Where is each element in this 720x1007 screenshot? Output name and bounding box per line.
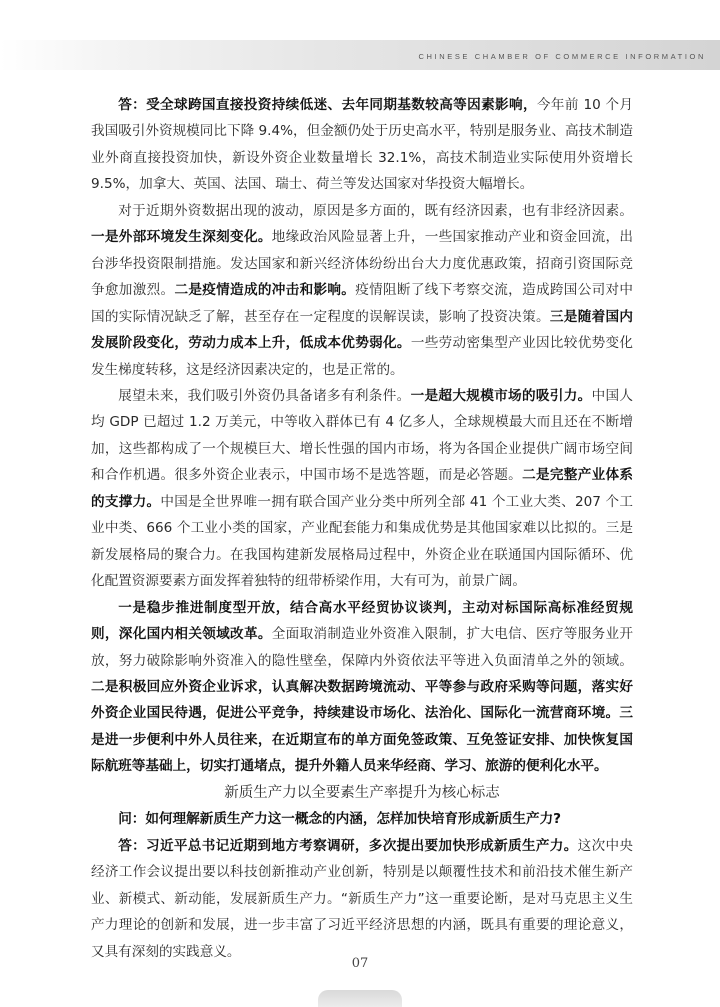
bold-lead: 答：习近平总书记近期到地方考察调研，多次提出要加快形成新质生产力。: [118, 837, 578, 854]
footer-tab: [318, 990, 402, 1007]
page-number: 07: [351, 956, 369, 971]
paragraph-text: 中国是全世界唯一拥有联合国产业分类中所列全部 41 个工业大类、207 个工业中类、666 个工业小类的国家，产业配套能力和集成优势是其他国家难以比拟的。三是新发展格局的聚合力。在我国构建新发展格局过程中，外资企业在联通国内国际循环、优化配置资源要素方面发挥着独特的纽带桥梁作用，大有可为，前景广阔。: [91, 493, 633, 590]
paragraph-text: 今年前 10 个月我国吸引外资规模同比下降 9.4%，但金额仍处于历史高水平，特别是服务业、高技术制造业外商直接投资加快，新设外资企业数量增长 32.1%，高技术制造业实际使用外资增长 9.5%，加拿大、英国、法国、瑞士、荷兰等发达国家对华投资大幅增长。: [91, 97, 633, 193]
article-body: [91, 92, 633, 965]
section-heading: 新质生产力以全要素生产率提升为核心标志: [224, 784, 500, 801]
question-text: 问：如何理解新质生产力这一概念的内涵，怎样加快培育形成新质生产力?: [118, 811, 562, 828]
paragraph-text: 一些劳动密集型产业因比较优势变化发生梯度转移，这是经济因素决定的，也是正常的。: [91, 335, 634, 378]
running-title: CHINESE CHAMBER OF COMMERCE INFORMATION: [418, 52, 706, 61]
paragraph-outlook: [91, 383, 633, 595]
paragraph-text: 地缘政治风险显著上升，一些国家推动产业和资金回流，出台涉华投资限制措施。发达国家和新兴经济体纷纷出台大力度优惠政策，招商引资国际竞争愈加激烈。: [91, 229, 634, 299]
paragraph-measures: [91, 595, 633, 780]
bold-point-1: 一是超大规模市场的吸引力。: [410, 387, 592, 404]
paragraph-text: 对于近期外资数据出现的波动，原因是多方面的，既有经济因素，也有非经济因素。: [118, 202, 633, 219]
bold-point-2: 二是疫情造成的冲击和影响。: [174, 282, 356, 299]
paragraph-fluctuation-reasons: [91, 198, 633, 383]
paragraph-text: 中国人均 GDP 已超过 1.2 万美元，中等收入群体已有 4 亿多人，全球规模最大而且还在不断增加，这些都构成了一个规模巨大、增长性强的国内市场，将为各国企业提供广阔市场空间和合作机遇。很多外资企业表示，中国市场不是选答题，而是必答题。: [91, 387, 634, 484]
paragraph-text: 展望未来，我们吸引外资仍具备诸多有利条件。: [118, 387, 411, 404]
question-paragraph: [91, 806, 633, 832]
bold-point-2: 二是积极回应外资企业诉求，认真解决数据跨境流动、平等参与政府采购等问题，落实好外资企业国民待遇，促进公平竞争，持续建设市场化、法治化、国际化一流营商环境。三是进一步便利中外人员往来，在近期宣布的单方面免签政策、互免签证安排、加快恢复国际航班等基础上，切实打通堵点，提升外籍人员来华经商、学习、旅游的便利化水平。: [91, 678, 633, 775]
bold-point-1: 一是稳步推进制度型开放，结合高水平经贸协议谈判，主动对标国际高标准经贸规则，深化国内相关领域改革。: [91, 599, 633, 643]
paragraph-answer-foreign-investment: [91, 92, 633, 198]
bold-point-1: 一是外部环境发生深刻变化。: [91, 229, 272, 246]
bold-point-3: 三是随着国内发展阶段变化，劳动力成本上升，低成本优势弱化。: [91, 308, 634, 352]
paragraph-text: 疫情阻断了线下考察交流，造成跨国公司对中国的实际情况缺乏了解，甚至存在一定程度的误解误读，影响了投资决策。: [91, 282, 634, 325]
bold-point-2: 二是完整产业体系的支撑力。: [91, 467, 634, 510]
paragraph-text: 全面取消制造业外资准入限制，扩大电信、医疗等服务业开放，努力破除影响外资准入的隐性壁垒，保障内外资依法平等进入负面清单之外的领域。: [91, 626, 634, 669]
paragraph-text: 这次中央经济工作会议提出要以科技创新推动产业创新，特别是以颠覆性技术和前沿技术催生新产业、新模式、新动能，发展新质生产力。“新质生产力”这一重要论断，是对马克思主义生产力理论的创新和发展，进一步丰富了习近平经济思想的内涵，既具有重要的理论意义，又具有深刻的实践意义。: [91, 837, 634, 960]
bold-lead: 答：受全球跨国直接投资持续低迷、去年同期基数较高等因素影响，: [118, 97, 537, 113]
paragraph-answer-new-productivity: [91, 833, 633, 965]
